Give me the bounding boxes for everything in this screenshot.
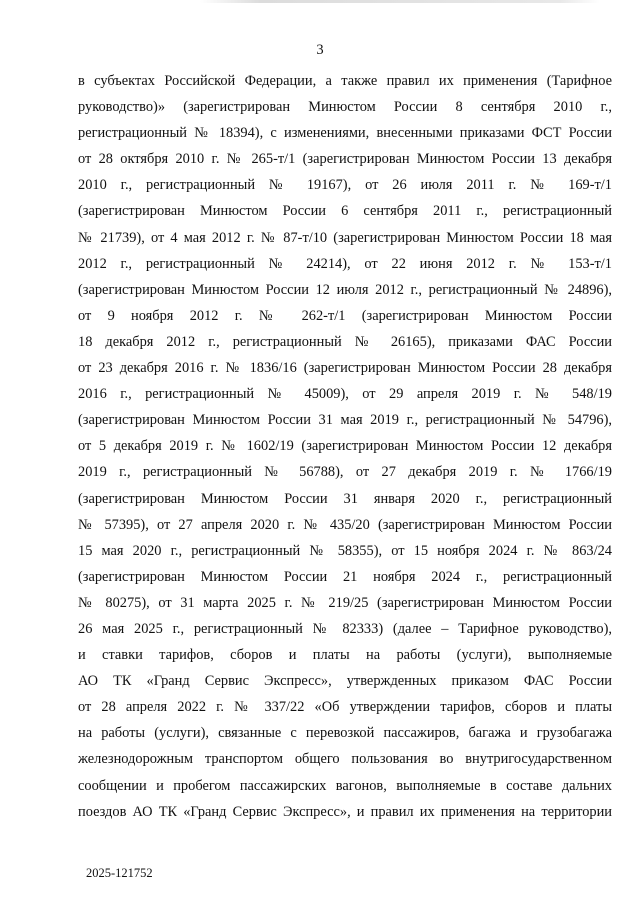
text-line: и ставки тарифов, сборов и платы на работы (услуги), выполняемые — [78, 647, 612, 664]
text-line: (зарегистрирован Минюстом России 6 сентября 2011 г., регистрационный — [78, 203, 612, 220]
text-line: (зарегистрирован Минюстом России 31 мая 2019 г., регистрационный № 54796), — [78, 412, 612, 429]
text-line: (зарегистрирован Минюстом России 21 ноября 2024 г., регистрационный — [78, 568, 612, 585]
text-line: в субъектах Российской Федерации, а также правил их применения (Тарифное — [78, 73, 612, 89]
text-line: АО ТК «Гранд Сервис Экспресс», утвержденных приказом ФАС России — [78, 673, 612, 690]
text-line: железнодорожным транспортом общего пользования во внутригосударственном — [78, 751, 612, 768]
document-id: 2025-121752 — [86, 866, 153, 880]
text-line: 26 мая 2025 г., регистрационный № 82333) (далее – Тарифное руководство), — [78, 620, 612, 637]
text-line: № 80275), от 31 марта 2025 г. № 219/25 (зарегистрирован Минюстом России — [78, 594, 612, 611]
text-line: 2012 г., регистрационный № 24214), от 22 июня 2012 г. № 153-т/1 — [78, 255, 612, 272]
text-line: (зарегистрирован Минюстом России 12 июля 2012 г., регистрационный № 24896), — [78, 281, 612, 298]
text-line: сообщении и пробегом пассажирских вагонов, выполняемые в составе дальних — [78, 777, 612, 794]
text-line: руководство)» (зарегистрирован Минюстом России 8 сентября 2010 г., — [78, 99, 612, 116]
text-line: 2010 г., регистрационный № 19167), от 26 июля 2011 г. № 169-т/1 — [78, 177, 612, 194]
text-line: 15 мая 2020 г., регистрационный № 58355), от 15 ноября 2024 г. № 863/24 — [78, 542, 612, 559]
text-line: от 5 декабря 2019 г. № 1602/19 (зарегистрирован Минюстом России 12 декабря — [78, 438, 612, 455]
text-line: № 21739), от 4 мая 2012 г. № 87-т/10 (зарегистрирован Минюстом России 18 мая — [78, 229, 612, 246]
text-line: 2016 г., регистрационный № 45009), от 29 апреля 2019 г. № 548/19 — [78, 386, 612, 403]
text-line: поездов АО ТК «Гранд Сервис Экспресс», и правил их применения на территории — [78, 803, 612, 820]
text-line: 2019 г., регистрационный № 56788), от 27 декабря 2019 г. № 1766/19 — [78, 464, 612, 481]
text-line: от 23 декабря 2016 г. № 1836/16 (зарегистрирован Минюстом России 28 декабря — [78, 360, 612, 377]
text-line: на работы (услуги), связанные с перевозкой пассажиров, багажа и грузобагажа — [78, 725, 612, 742]
text-line: (зарегистрирован Минюстом России 31 января 2020 г., регистрационный — [78, 490, 612, 507]
scan-edge-mark — [0, 0, 640, 3]
text-line: 18 декабря 2012 г., регистрационный № 26165), приказами ФАС России — [78, 333, 612, 350]
text-line: от 9 ноября 2012 г. № 262-т/1 (зарегистрирован Минюстом России — [78, 307, 612, 324]
body-text — [78, 68, 612, 825]
page-number: 3 — [316, 42, 324, 58]
text-line: от 28 октября 2010 г. № 265-т/1 (зарегистрирован Минюстом России 13 декабря — [78, 151, 612, 168]
text-line: от 28 апреля 2022 г. № 337/22 «Об утверждении тарифов, сборов и платы — [78, 699, 612, 716]
text-line: № 57395), от 27 апреля 2020 г. № 435/20 (зарегистрирован Минюстом России — [78, 516, 612, 533]
text-line: регистрационный № 18394), с изменениями, внесенными приказами ФСТ России — [78, 125, 612, 142]
